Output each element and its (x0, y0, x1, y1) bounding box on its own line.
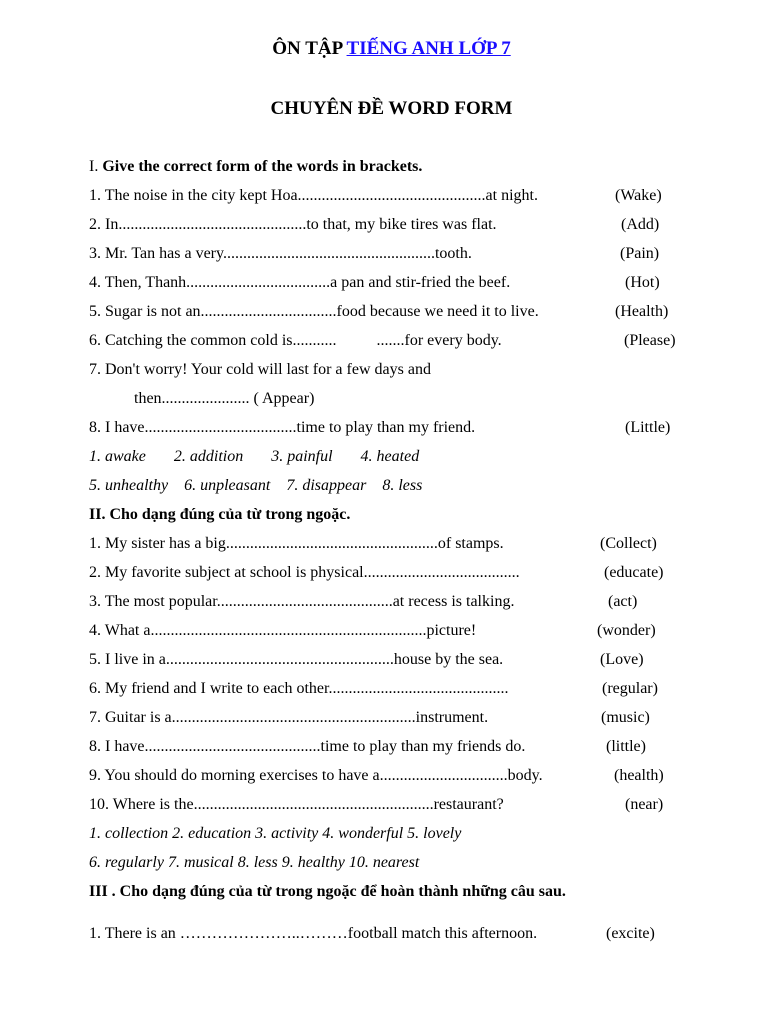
s1-q1: 1. The noise in the city kept Hoa...............................................at night. (89, 187, 538, 204)
s2-q3-hint: (act) (608, 593, 638, 610)
s2-q10: 10. Where is the............................................................restaurant? (89, 796, 504, 813)
s1-q2-hint: (Add) (621, 216, 660, 233)
s2-q6-hint: (regular) (602, 680, 658, 697)
s1-q4: 4. Then, Thanh....................................a pan and stir-fried the beef. (89, 274, 511, 291)
s2-q3: 3. The most popular............................................at recess is talking. (89, 593, 515, 610)
s3-q1: 1. There is an …………………..………football match this afternoon. (89, 925, 538, 942)
s2-q10-hint: (near) (625, 796, 664, 813)
s3-q1-hint: (excite) (606, 925, 655, 942)
s1-q2: 2. In...............................................to that, my bike tires was flat. (89, 216, 497, 233)
s2-q2-hint: (educate) (604, 564, 664, 581)
s2-q1-hint: (Collect) (600, 535, 657, 552)
s2-answers-1: 1. collection 2. education 3. activity 4. wonderful 5. lovely (89, 825, 462, 842)
section3-heading: III . Cho dạng đúng của từ trong ngoặc để hoàn thành những câu sau. (89, 883, 566, 900)
s2-q9-hint: (health) (614, 767, 664, 784)
section1-heading (89, 157, 422, 177)
page-title (0, 37, 768, 61)
s2-q8: 8. I have............................................time to play than my friends do. (89, 738, 526, 755)
s1-q7: 7. Don't worry! Your cold will last for a few days and (89, 361, 431, 378)
s1-q8-hint: (Little) (625, 419, 671, 436)
title-link[interactable]: TIẾNG ANH LỚP 7 (346, 38, 511, 59)
s1-q5: 5. Sugar is not an..................................food because we need it to live. (89, 303, 539, 320)
s2-q5: 5. I live in a.........................................................house by the sea. (89, 651, 504, 668)
s2-q6: 6. My friend and I write to each other............................................. (89, 680, 509, 697)
s2-q2: 2. My favorite subject at school is physical....................................... (89, 564, 520, 581)
s1-q6: 6. Catching the common cold is........... .......for every body. (89, 332, 502, 349)
s1-q6-hint: (Please) (624, 332, 676, 349)
s1-q1-hint: (Wake) (615, 187, 662, 204)
page-subtitle: CHUYÊN ĐỀ WORD FORM (270, 98, 513, 119)
s1-q7-cont: then...................... ( Appear) (134, 390, 315, 407)
s1-q3: 3. Mr. Tan has a very.....................................................tooth. (89, 245, 472, 262)
s1-answers-1: 1. awake 2. addition 3. painful 4. heated (89, 448, 420, 465)
s2-q5-hint: (Love) (600, 651, 644, 668)
section1-numeral: I. (89, 158, 103, 175)
section2-heading: II. Cho dạng đúng của từ trong ngoặc. (89, 506, 351, 523)
s2-q8-hint: (little) (606, 738, 646, 755)
s2-answers-2: 6. regularly 7. musical 8. less 9. healthy 10. nearest (89, 854, 420, 871)
s1-q8: 8. I have......................................time to play than my friend. (89, 419, 476, 436)
s2-q1: 1. My sister has a big.....................................................of stamps. (89, 535, 504, 552)
s1-answers-2: 5. unhealthy 6. unpleasant 7. disappear 8. less (89, 477, 423, 494)
s1-q3-hint: (Pain) (620, 245, 660, 262)
s2-q4-hint: (wonder) (597, 622, 656, 639)
s2-q7: 7. Guitar is a.............................................................instrument. (89, 709, 489, 726)
s1-q5-hint: (Health) (615, 303, 669, 320)
s2-q4: 4. What a.....................................................................picture! (89, 622, 477, 639)
title-prefix: ÔN TẬP (272, 38, 347, 59)
s2-q7-hint: (music) (601, 709, 650, 726)
s1-q4-hint: (Hot) (625, 274, 660, 291)
s2-q9: 9. You should do morning exercises to have a................................body. (89, 767, 543, 784)
section1-heading-text: Give the correct form of the words in brackets. (102, 158, 423, 175)
